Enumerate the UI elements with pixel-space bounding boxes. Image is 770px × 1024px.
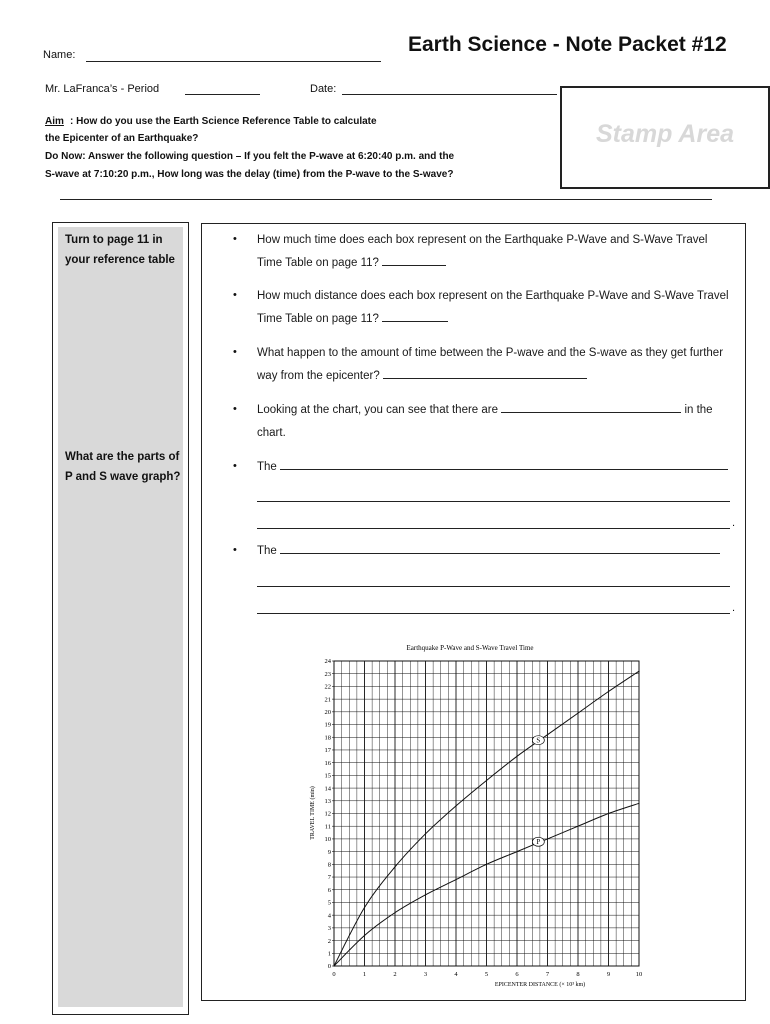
data-point-s [364,907,365,908]
y-tick-label: 24 [324,658,331,666]
x-tick-label: 1 [362,971,367,978]
question-text: Looking at the chart, you can see that there are [257,404,499,416]
answer-line[interactable] [257,501,730,502]
data-point-p [608,813,609,814]
aim-heading: Aim [45,116,64,127]
y-tick-label: 19 [324,721,331,729]
question-box-time [257,229,735,275]
bullet: • [233,460,237,472]
y-tick-label: 3 [327,925,331,933]
fill-in-label: The [257,545,277,557]
y-tick-label: 2 [327,937,331,945]
bullet: • [233,346,237,358]
question-text: How much time does each box represent on the Earthquake P-Wave and S-Wave Travel Time Table on page 11? [257,234,708,269]
data-point-s [455,805,456,806]
answer-blank[interactable] [383,366,587,379]
answer-blank[interactable] [280,541,720,554]
x-tick-label: 2 [393,971,397,978]
y-tick-label: 7 [327,874,331,882]
x-tick-label: 10 [635,971,643,978]
x-tick-label: 4 [454,971,458,978]
data-point-p [638,803,639,804]
y-tick-label: 4 [327,912,331,920]
question-text: How much distance does each box represent on the Earthquake P-Wave and S-Wave Travel Time Table on page 11? [257,290,729,325]
data-point-s [425,833,426,834]
y-tick-label: 12 [324,810,331,818]
question-text: What happen to the amount of time between the P-wave and the S-wave as they get further way from the epicenter? [257,347,724,382]
answer-line[interactable] [257,528,730,529]
x-tick-label: 0 [332,971,336,978]
section-divider [60,199,712,200]
fill-in-label: The [257,461,277,473]
y-tick-label: 6 [327,886,331,894]
question-box-distance [257,285,735,331]
answer-line[interactable] [257,586,730,587]
teacher-period-label: Mr. LaFranca’s - Period [45,83,160,95]
y-tick-label: 16 [324,759,331,767]
data-point-s [638,671,639,672]
series-label-s: S [536,736,541,745]
data-point-p [577,826,578,827]
period-blank[interactable] [185,85,260,95]
data-point-p [394,912,395,913]
y-tick-label: 21 [324,696,331,704]
answer-blank[interactable] [501,400,681,413]
aim-question: : How do you use the Earth Science Reference Table to calculate [70,116,377,127]
date-blank[interactable] [342,85,557,95]
fill-in-the-1 [257,456,735,479]
series-label-p: P [536,838,541,847]
data-point-s [608,691,609,692]
y-tick-label: 8 [327,861,331,869]
bullet: • [233,544,237,556]
y-tick-label: 5 [327,899,331,907]
data-point-s [577,713,578,714]
y-tick-label: 13 [324,797,331,805]
travel-time-chart [300,638,650,990]
do-now-line1: Do Now: Answer the following question – If you felt the P-wave at 6:20:40 p.m. and the [45,151,455,162]
data-point-p [333,965,334,966]
date-label: Date: [310,83,337,95]
data-point-s [486,780,487,781]
data-point-p [425,894,426,895]
bullet: • [233,233,237,245]
stamp-area-box [560,86,770,189]
data-point-p [486,864,487,865]
stamp-area-label: Stamp Area [595,120,734,148]
cue-reference-table: Turn to page 11 in your reference table [65,234,175,266]
y-tick-label: 1 [327,950,331,958]
y-tick-label: 22 [324,683,331,691]
data-point-s [394,866,395,867]
cue-column [58,227,183,1007]
data-point-s [516,756,517,757]
question-time-difference [257,342,735,388]
answer-blank[interactable] [382,309,448,322]
answer-line[interactable] [257,613,730,614]
data-point-p [364,935,365,936]
data-point-p [547,838,548,839]
y-tick-label: 10 [324,836,331,844]
question-text-end: in the chart. [257,404,713,439]
data-point-p [516,851,517,852]
aim-question-line2: the Epicenter of an Earthquake? [45,133,199,144]
data-point-p [455,879,456,880]
x-tick-label: 9 [606,971,611,978]
y-tick-label: 14 [324,785,331,793]
x-tick-label: 7 [545,971,550,978]
name-label: Name: [43,49,76,61]
chart-title: Earthquake P-Wave and S-Wave Travel Time [406,644,534,652]
x-tick-label: 6 [515,971,519,978]
x-tick-label: 3 [423,971,428,978]
y-tick-label: 0 [327,963,331,971]
bullet: • [233,403,237,415]
x-axis-label: EPICENTER DISTANCE (× 10³ km) [494,982,586,988]
y-axis-label: TRAVEL TIME (min) [310,786,316,840]
question-chart-parts [257,399,735,445]
line-period: . [732,517,736,529]
y-tick-label: 17 [324,747,331,755]
answer-blank[interactable] [382,253,446,266]
x-tick-label: 8 [576,971,580,978]
name-blank[interactable] [86,51,381,62]
y-tick-label: 18 [324,734,331,742]
y-tick-label: 23 [324,670,331,678]
fill-in-the-2 [257,540,735,563]
y-tick-label: 9 [327,848,331,856]
y-tick-label: 11 [324,823,331,831]
document-title: Earth Science - Note Packet #12 [408,33,727,56]
y-tick-label: 15 [324,772,331,780]
answer-blank[interactable] [280,457,728,470]
line-period: . [732,602,736,614]
x-tick-label: 5 [484,971,489,978]
bullet: • [233,289,237,301]
data-point-s [547,734,548,735]
y-tick-label: 20 [324,709,331,717]
do-now-line2: S-wave at 7:10:20 p.m., How long was the delay (time) from the P-wave to the S-wave? [45,169,454,180]
cue-graph-parts: What are the parts of P and S wave graph? [65,451,181,483]
